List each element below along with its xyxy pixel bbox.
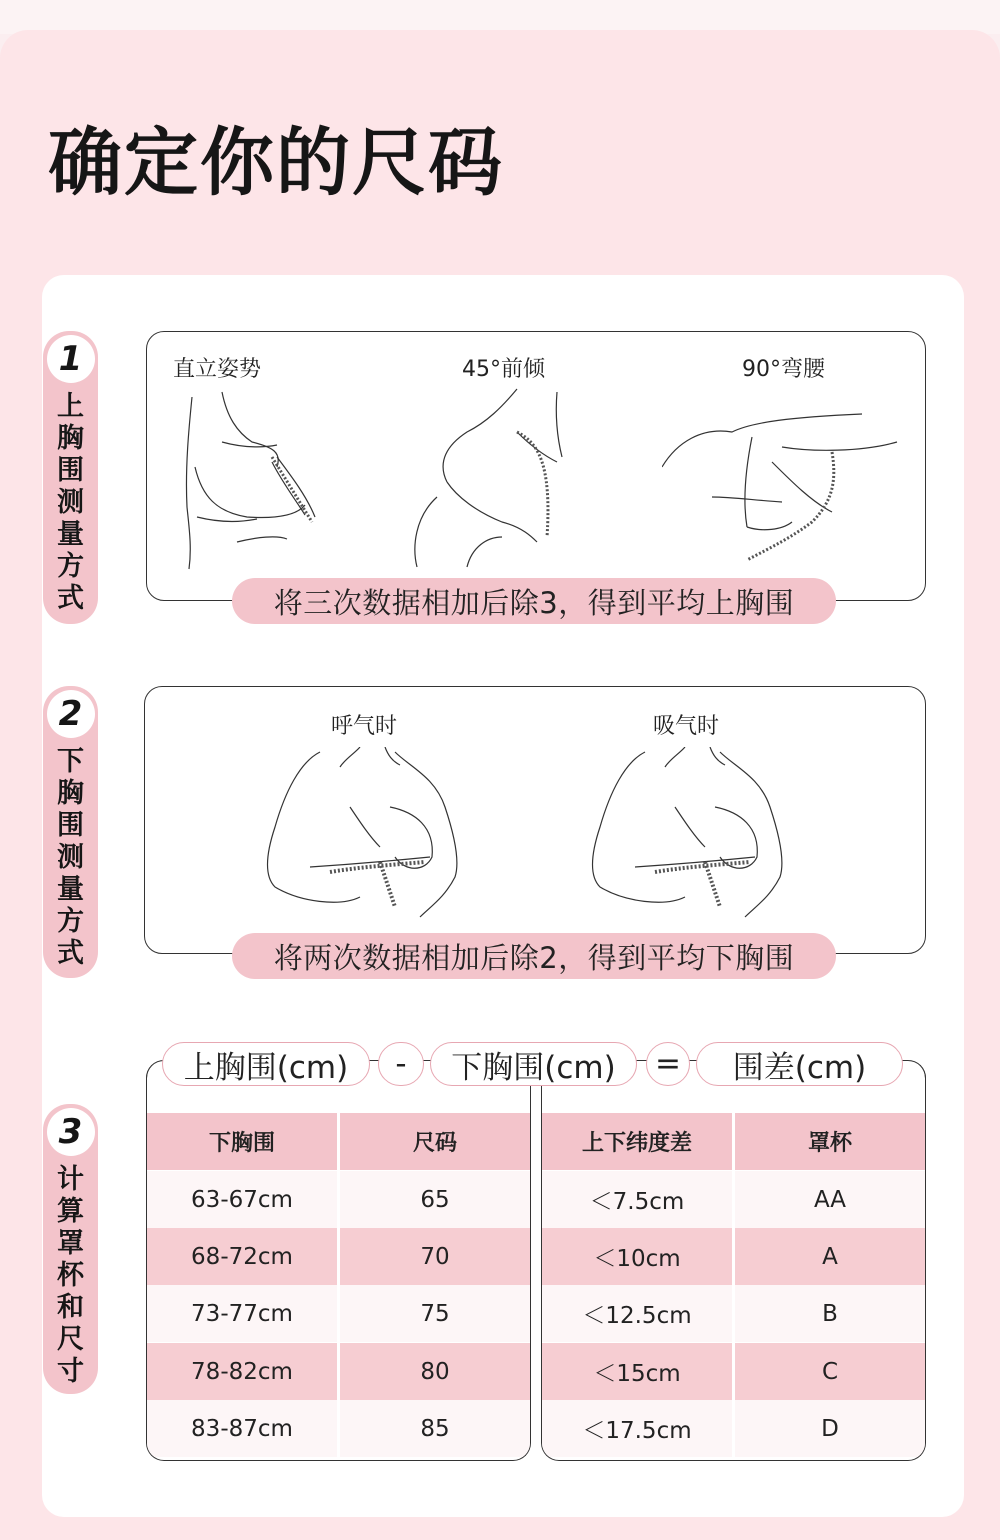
step-3-number: 3 [47,1108,95,1156]
formula-upper-bust: 上胸围(cm) [162,1042,370,1086]
step-2-label: 下胸围测量方式 [57,746,84,969]
formula-minus: - [378,1042,424,1086]
band-size-table [146,1060,531,1461]
table-row [147,1400,530,1457]
step-3-pill [43,1104,98,1394]
table-cell: ＜7.5cm [589,1189,685,1215]
table-cell: ＜10cm [593,1246,681,1272]
top-band [0,0,1000,34]
cup-size-table [541,1060,926,1461]
upper-bust-caption: 将三次数据相加后除3，得到平均上胸围 [232,578,836,624]
lean-45-figure-illustration [407,387,577,572]
table-cell: 73-77cm [191,1300,293,1327]
page-title: 确定你的尺码 [48,120,504,206]
band-header-size: 尺码 [337,1113,530,1170]
table-cell: AA [732,1171,925,1228]
table-cell: ＜17.5cm [582,1418,692,1444]
table-cell: 68-72cm [191,1243,293,1270]
cup-header-cup: 罩杯 [732,1113,925,1170]
table-row [147,1285,530,1342]
table-row [147,1228,530,1285]
table-row [542,1228,925,1285]
cup-header-difference: 上下纬度差 [581,1131,692,1156]
band-table-header [147,1113,530,1170]
pose-label-90-bend: 90°弯腰 [742,357,825,382]
bend-90-figure-illustration [662,402,902,572]
table-cell: 65 [337,1171,530,1228]
table-cell: ＜12.5cm [582,1303,692,1329]
step-3-label: 计算罩杯和尺寸 [57,1164,84,1387]
table-cell: 80 [337,1343,530,1400]
state-label-exhale: 呼气时 [331,714,398,739]
table-cell: 85 [337,1400,530,1457]
formula-difference: 围差(cm) [696,1042,903,1086]
table-cell: ＜15cm [593,1361,681,1387]
table-row [542,1343,925,1400]
step-2-number: 2 [47,690,95,738]
under-bust-caption: 将两次数据相加后除2，得到平均下胸围 [232,933,836,979]
inhale-figure-illustration [585,747,795,922]
standing-figure-illustration [177,387,327,572]
table-row [147,1171,530,1228]
table-cell: C [732,1343,925,1400]
table-cell: A [732,1228,925,1285]
state-label-inhale: 吸气时 [653,714,720,739]
table-cell: 75 [337,1285,530,1342]
step-1-number: 1 [47,335,95,383]
table-row [147,1343,530,1400]
table-cell: B [732,1285,925,1342]
step-1-label: 上胸围测量方式 [57,391,84,614]
upper-bust-illustration-box [146,331,926,601]
table-row [542,1171,925,1228]
table-row [542,1285,925,1342]
step-2-pill [43,686,98,978]
pose-label-standing: 直立姿势 [173,357,262,382]
table-cell: 63-67cm [191,1186,293,1213]
table-cell: D [732,1400,925,1457]
formula-under-bust: 下胸围(cm) [430,1042,637,1086]
table-cell: 83-87cm [191,1415,293,1442]
under-bust-illustration-box [144,686,926,954]
table-row [542,1400,925,1457]
table-cell: 78-82cm [191,1358,293,1385]
step-1-pill [43,331,98,624]
pose-label-45-lean: 45°前倾 [462,357,545,382]
band-header-underbust: 下胸围 [208,1131,275,1156]
table-cell: 70 [337,1228,530,1285]
exhale-figure-illustration [260,747,470,922]
formula-equals: = [646,1042,690,1086]
cup-table-header [542,1113,925,1170]
